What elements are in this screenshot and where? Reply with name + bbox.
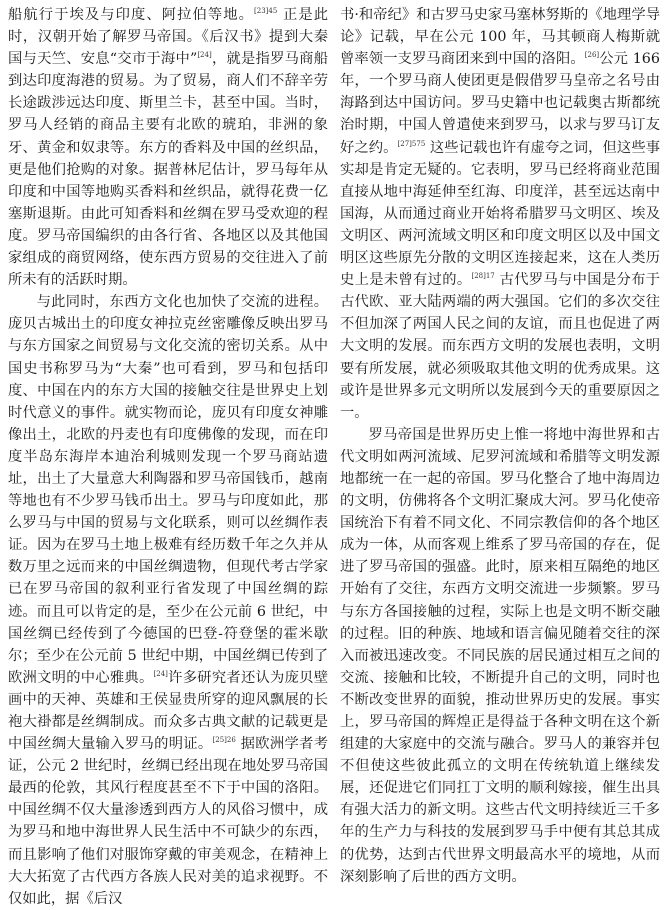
- citation-marker: [23]45: [254, 7, 278, 16]
- text-run: 罗马帝国是世界历史上惟一将地中海世界和古代文明如两河流域、尼罗河流域和希腊等文明发源地都统一在一起的帝国。罗马化整合了地中海周边的文明，仿佛将各个文明汇聚成大河。罗马化使帝国统治下有着不同文化、不同宗教信仰的各个地区成为一体，从而客观上维系了罗马帝国的存在，促进了罗马帝国的强盛。此时，原来相互隔绝的地区开始有了交往，东西方文明交流进一步频繁。罗马与东方各国接触的过程，实际上也是文明不断交融的过程。旧的种族、地域和语言偏见随着交往的深入而被迅速改变。不同民族的居民通过相互之间的交流、接触和比较，不断提升自己的文明，同时也不断改变世界的面貌，推动世界历史的发展。事实上，罗马帝国的辉煌正是得益于各种文明在这个新组建的大家庭中的交流与融合。罗马人的兼容并包不但使这些彼此孤立的文明在传统轨道上继续发展，还促进它们同扛丁文明的顺利嫁接，催生出具有强大活力的新文明。这些古代文明持续近三千多年的生产力与科技的发展到罗马手中便有其总其成的优势，达到古代世界文明最高水平的境地，从而深刻影响了后世的西方文明。: [340, 426, 660, 885]
- right-paragraph-2: [340, 424, 660, 888]
- text-run: 正是此时，汉朝开始了解罗马帝国。《后汉书》提到大秦国与天竺、安息“交市于海中”: [8, 7, 329, 68]
- citation-marker: [24]: [153, 670, 168, 679]
- citation-marker: [24]: [197, 51, 212, 60]
- text-run: 据欧洲学者考证，公元 2 世纪时，丝绸已经出现在地处罗马帝国最西的伦敦，其风行程度甚至不下于中国的洛阳。中国丝绸不仅大量渗透到西方人的风俗习惯中，成为罗马和地中海世界人民生活中不可缺少的东西，而且影响了他们对服饰穿戴的审美观念，在精神上大大拓宽了古代西方各族人民对美的追求视野。不仅如此，据《后汉: [8, 736, 329, 907]
- text-run: 船航行于埃及与印度、阿拉伯等地。: [8, 7, 255, 23]
- text-run: 许多研究者还认为庞贝壁画中的天神、英雄和王侯显贵所穿的迎风飘展的长袍大褂都是丝绸制成。而众多古典文献的记载更是中国丝绸大量输入罗马的明证。: [8, 669, 329, 753]
- left-column: [8, 4, 329, 907]
- right-paragraph-1: [340, 4, 660, 424]
- text-run: 书·和帝纪》和古罗马史家马塞林努斯的《地理学导论》记载，早在公元 100 年，马其顿商人梅斯就曾率领一支罗马商团来到中国的洛阳。: [340, 7, 660, 68]
- left-paragraph-1: [8, 4, 328, 291]
- text-run: ，就是指罗马商船到达印度海港的贸易。为了贸易，商人们不辞辛劳长途跋涉远达印度、斯里兰卡，甚至中国。当时，罗马人经销的商品主要有北欧的琥珀，非洲的象牙、黄金和奴隶等。东方的香料及中国的丝织品，更是他们抢购的对象。据普林尼估计，罗马每年从印度和中国等地购买香料和丝织品，就得花费一亿塞斯退斯。由此可知香料和丝绸在罗马受欢迎的程度。罗马帝国编织的由各行省、各地区以及其他国家组成的商贸网络，使东西方贸易的交往进入了前所未有的活跃时期。: [8, 51, 329, 289]
- citation-marker: [27]575: [397, 139, 426, 148]
- citation-marker: [26]: [584, 51, 600, 60]
- citation-marker: [28]17: [471, 272, 495, 281]
- left-paragraph-2: [8, 291, 328, 910]
- text-run: 这些记载也许有虚夸之词，但这些事实却是肯定无疑的。它表明，罗马已经将商业范围直接从地中海延伸至红海、印度洋，甚至远达南中国海，从而通过商业开始将希腊罗马文明区、埃及文明区、两河流域文明区和印度文明区以及中国文明区这些原先分散的文明区连接起来，这在人类历史上是未曾有过的。: [340, 139, 660, 289]
- right-column: [340, 4, 660, 894]
- text-run: 公元 166 年，一个罗马商人使团更是假借罗马皇帝之名号由海路到达中国访问。罗马史籍中也记载奥古斯都统治时期，中国人曾遣使来到罗马，以求与罗马订友好之约。: [340, 51, 660, 156]
- text-run: 古代罗马与中国是分布于古代欧、亚大陆两端的两大强国。它们的多次交往不但加深了两国人民之间的友谊，而且也促进了两大文明的发展。而东西方文明的发展也表明，文明要有所发展，就必须吸取其他文明的优秀成果。这或许是世界多元文明所以发展到今天的重要原因之一。: [340, 272, 661, 421]
- text-run: 与此同时，东西方文化也加快了交流的进程。庞贝古城出土的印度女神拉克丝密雕像反映出罗马与东方国家之间贸易与文化交流的密切关系。从中国史书称罗马为“大秦”也可看到，罗马和包括印度、中国在内的东方大国的接触交往是世界史上划时代意义的事件。就实物而论，庞贝有印度女神雕像出土，北欧的丹麦也有印度佛像的发现，而在印度半岛东海岸本迪治利城则发现一个罗马商站遗址，出土了大量意大利陶器和罗马帝国钱币，越南等地也有不少罗马钱币出土。罗马与印度如此，那么罗马与中国的贸易与文化联系，则可以丝绸作表证。因为在罗马土地上极难有经历数千年之久并从数万里之远而来的中国丝绸遗物，但现代考古学家已在罗马帝国的叙利亚行省发现了中国丝绸的踪迹。而且可以肯定的是，至少在公元前 6 世纪，中国丝绸已经传到了今德国的巴登-符登堡的霍米歇尔；至少在公元前 5 世纪中期，中国丝绸已传到了欧洲文明的中心雅典。: [8, 294, 328, 686]
- citation-marker: [25]26: [212, 736, 236, 745]
